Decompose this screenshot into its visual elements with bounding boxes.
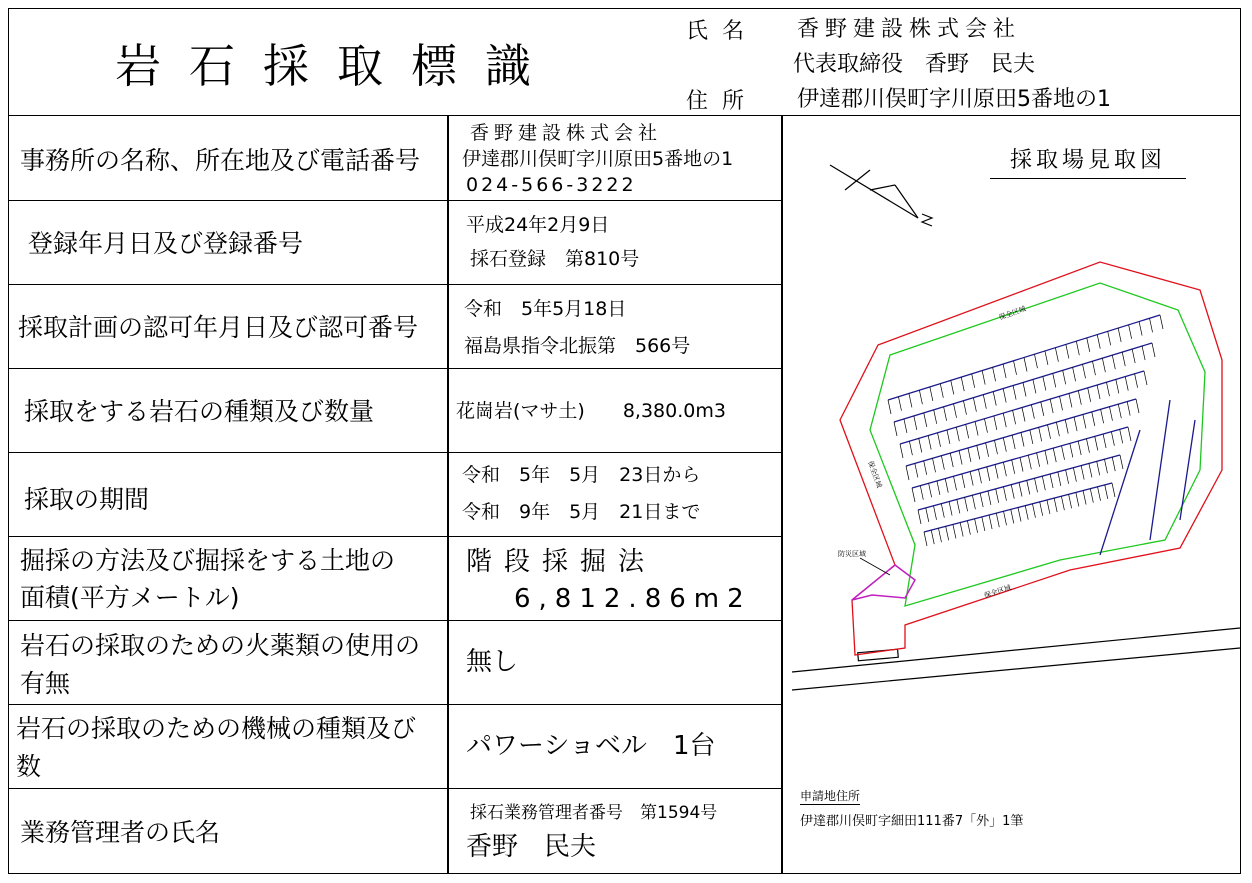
map-title: 採取場見取図 — [990, 143, 1186, 179]
office-name: 香野建設株式会社 — [470, 122, 663, 144]
row-label-approval: 採取計画の認可年月日及び認可番号 — [18, 313, 419, 342]
manager-number: 採石業務管理者番号 第1594号 — [470, 803, 718, 823]
sign-title: 岩石採取標識 — [115, 39, 559, 93]
zone-label: 保全区域 — [866, 459, 884, 489]
rock-type-quantity: 花崗岩(マサ土) 8,380.0m3 — [456, 400, 726, 422]
registration-date: 平成24年2月9日 — [466, 214, 610, 236]
row-label-registration: 登録年月日及び登録番号 — [28, 229, 304, 258]
row-label-office: 事務所の名称、所在地及び電話番号 — [20, 146, 421, 175]
row-label-machinery-2: 数 — [16, 752, 42, 781]
office-address: 伊達郡川俣町字川原田5番地の1 — [462, 148, 734, 170]
zone-label: 保全区域 — [997, 304, 1027, 322]
row-label-manager: 業務管理者の氏名 — [20, 818, 221, 847]
machinery: パワーショベル 1台 — [466, 731, 716, 761]
explosives-use: 無し — [466, 647, 519, 677]
approval-date: 令和 5年5月18日 — [464, 298, 627, 320]
application-address-label: 申請地住所 — [800, 789, 861, 803]
address-label: 住所 — [686, 89, 759, 114]
zone-label: 保全区域 — [983, 583, 1013, 600]
representative: 代表取締役 香野 民夫 — [793, 52, 1036, 77]
application-address: 伊達郡川俣町字細田111番7「外」1筆 — [800, 814, 1024, 829]
company-address: 伊達郡川俣町字川原田5番地の1 — [797, 87, 1111, 112]
mining-method: 階段採掘法 — [466, 547, 657, 577]
zone-label: 防災区域 — [838, 550, 866, 558]
row-label-method-2: 面積(平方メートル) — [20, 583, 240, 612]
name-label: 氏名 — [686, 19, 759, 44]
manager-name: 香野 民夫 — [466, 832, 597, 862]
row-label-method-1: 掘採の方法及び掘採をする土地の — [20, 546, 396, 575]
company-name: 香野建設株式会社 — [797, 17, 1022, 42]
row-label-explosives-1: 岩石の採取のための火薬類の使用の — [20, 631, 421, 660]
row-label-period: 採取の期間 — [24, 485, 150, 514]
row-label-rock-type: 採取をする岩石の種類及び数量 — [24, 397, 375, 426]
row-label-explosives-2: 有無 — [20, 669, 71, 698]
office-phone: 024-566-3222 — [466, 174, 637, 196]
period-start: 令和 5年 5月 23日から — [462, 464, 701, 486]
mining-area: 6,812.86m2 — [514, 584, 752, 614]
row-label-machinery-1: 岩石の採取のための機械の種類及び — [16, 714, 417, 743]
approval-number: 福島県指令北振第 566号 — [464, 335, 691, 357]
period-end: 令和 9年 5月 21日まで — [462, 501, 701, 523]
registration-number: 採石登録 第810号 — [470, 248, 640, 270]
